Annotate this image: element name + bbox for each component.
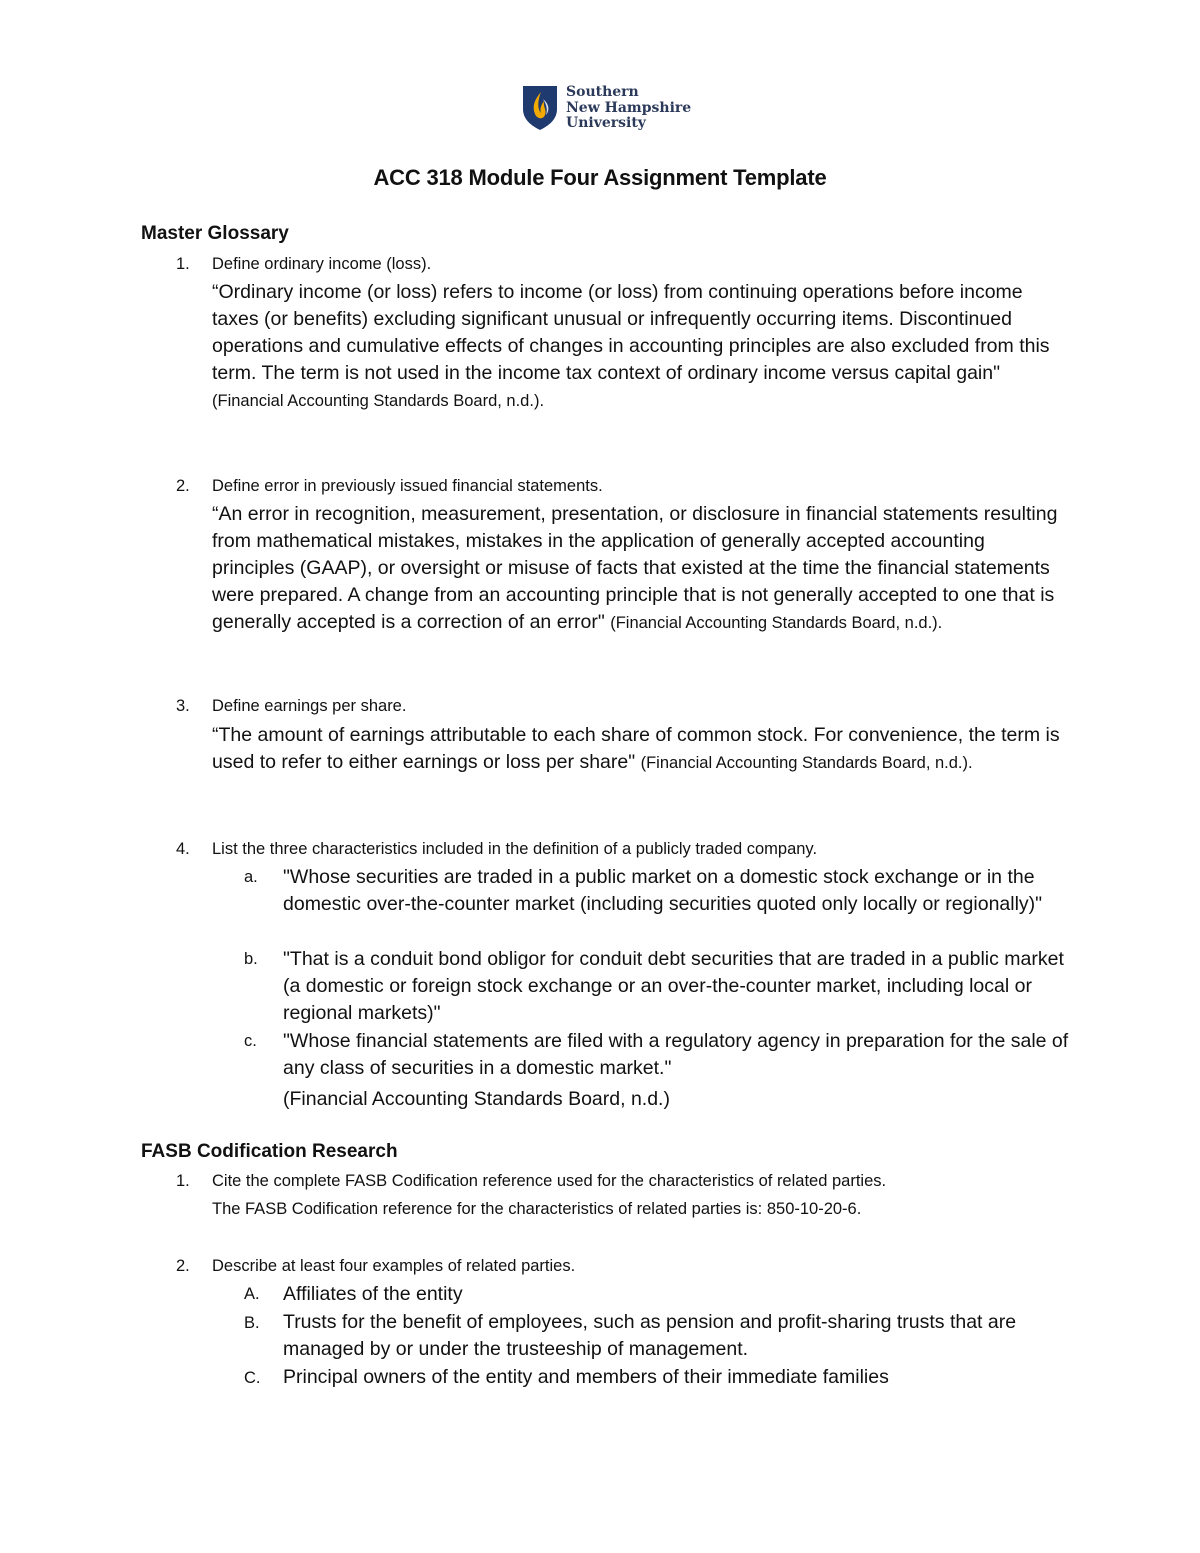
glossary-item-3-number: 3. — [176, 697, 190, 715]
answer-text: “Ordinary income (or loss) refers to income (or loss) from continuing operations before income taxes (or benefits) excluding significant unusual or infrequently occurring items. Discontinued operations and cumulative effects of changes in accounting principles are also excluded from this term. The term is not used in the income tax context of ordinary income versus capital gain" — [212, 281, 1050, 384]
glossary-item-4-citation: (Financial Accounting Standards Board, n.d.) — [283, 1088, 670, 1110]
logo-line-1: Southern — [566, 84, 639, 100]
related-party-B-letter: B. — [244, 1314, 260, 1332]
subitem-a-text: "Whose securities are traded in a public market on a domestic stock exchange or in the domestic over-the-counter market (including securities quoted only locally or regionally)" — [283, 866, 1043, 915]
glossary-item-4-question: List the three characteristics included in the definition of a publicly traded company. — [212, 840, 818, 858]
glossary-item-3-question: Define earnings per share. — [212, 697, 407, 715]
citation: (Financial Accounting Standards Board, n.d.). — [640, 754, 973, 772]
shield-flame-icon — [522, 85, 558, 131]
subitem-c-text: "Whose financial statements are filed with a regulatory agency in preparation for the sale of any class of securities in a domestic market." — [283, 1030, 1069, 1079]
glossary-item-1-answer — [212, 279, 1072, 415]
document-title: ACC 318 Module Four Assignment Template — [373, 165, 827, 190]
research-item-2-question: Describe at least four examples of related parties. — [212, 1257, 576, 1275]
research-heading: FASB Codification Research — [141, 1141, 398, 1162]
related-party-A-letter: A. — [244, 1285, 260, 1303]
logo-line-3: University — [566, 115, 646, 131]
snhu-logo — [522, 85, 692, 133]
related-party-C-text: Principal owners of the entity and members of their immediate families — [283, 1366, 889, 1388]
research-item-1-number: 1. — [176, 1172, 190, 1190]
glossary-item-1-question: Define ordinary income (loss). — [212, 255, 432, 273]
subitem-b-letter: b. — [244, 950, 258, 968]
glossary-item-3-answer — [212, 722, 1072, 777]
glossary-item-2-question: Define error in previously issued financial statements. — [212, 477, 603, 495]
research-item-2-number: 2. — [176, 1257, 190, 1275]
research-item-1-question: Cite the complete FASB Codification reference used for the characteristics of related parties. — [212, 1172, 887, 1190]
related-party-B-text: Trusts for the benefit of employees, such as pension and profit-sharing trusts that are managed by or under the trusteeship of management. — [283, 1311, 1017, 1360]
answer-text: “The amount of earnings attributable to each share of common stock. For convenience, the term is used to refer to either earnings or loss per share" — [212, 724, 1060, 773]
glossary-item-4-number: 4. — [176, 840, 190, 858]
research-item-1-answer: The FASB Codification reference for the characteristics of related parties is: 850-10-20-6. — [212, 1200, 862, 1218]
logo-wordmark — [566, 85, 696, 132]
subitem-b-text: "That is a conduit bond obligor for conduit debt securities that are traded in a public market (a domestic or foreign stock exchange or an over-the-counter market, including local or regional markets)" — [283, 948, 1064, 1024]
logo-line-2: New Hampshire — [566, 99, 692, 116]
citation: (Financial Accounting Standards Board, n.d.). — [610, 614, 943, 632]
glossary-item-2-number: 2. — [176, 477, 190, 495]
citation: (Financial Accounting Standards Board, n.d.). — [212, 392, 545, 410]
related-party-A-text: Affiliates of the entity — [283, 1283, 463, 1305]
glossary-item-2-answer — [212, 501, 1072, 637]
answer-text: “An error in recognition, measurement, presentation, or disclosure in financial statements resulting from mathematical mistakes, mistakes in the application of generally accepted accounting principles (GAAP), or oversight or misuse of facts that existed at the time the financial statements were prepared. A change from an accounting principle that is not generally accepted to one that is generally accepted is a correction of an error" — [212, 503, 1058, 633]
glossary-item-1-number: 1. — [176, 255, 190, 273]
subitem-a-letter: a. — [244, 868, 258, 886]
glossary-heading: Master Glossary — [141, 223, 289, 244]
related-party-C-letter: C. — [244, 1369, 261, 1387]
subitem-c-letter: c. — [244, 1032, 257, 1050]
